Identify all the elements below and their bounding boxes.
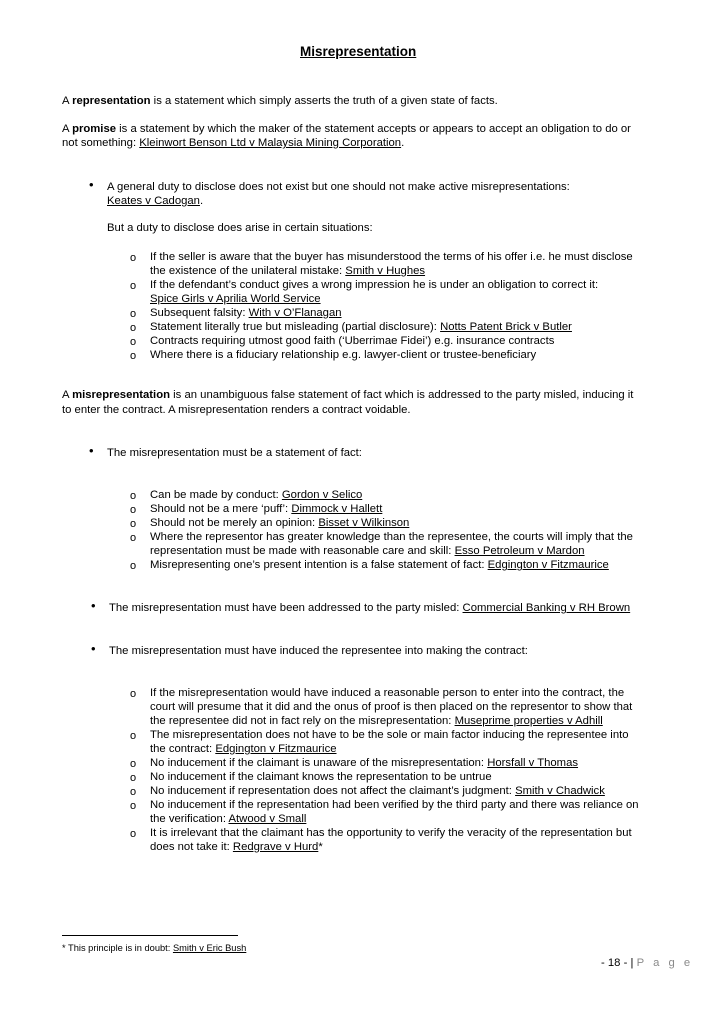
term: promise [72,123,117,135]
text: No inducement if the claimant is unaware of the misrepresentation: [150,757,488,769]
page-label: P a g e [636,957,694,969]
case-link[interactable]: Horsfall v Thomas [487,757,579,769]
text: not something: [62,137,140,149]
page-number [601,956,693,970]
footnote-divider [62,935,238,936]
list-item [150,558,609,572]
text: . [401,137,405,149]
text: the representee did not in fact rely on the misrepresentation: [150,715,455,727]
list-item-line2 [150,264,425,278]
circle-bullet-icon: o [130,350,137,362]
circle-bullet-icon: o [130,730,137,742]
list-item-line2 [150,812,306,826]
case-link[interactable]: Notts Patent Brick v Butler [440,321,572,333]
list-item-line3 [150,714,603,728]
case-link[interactable]: Edgington v Fitzmaurice [487,559,609,571]
representation-definition [62,94,498,108]
list-item [150,488,362,502]
bullet-icon: • [91,641,96,656]
text: . [199,195,204,207]
circle-bullet-icon: o [130,772,137,784]
circle-bullet-icon: o [130,504,137,516]
text: the contract: [150,743,216,755]
case-link[interactable]: Edgington v Fitzmaurice [215,743,337,755]
footnote [62,941,246,955]
text: Misrepresenting one’s present intention is a false statement of fact: [150,559,488,571]
text: A [62,95,73,107]
case-link[interactable]: Atwood v Small [228,813,307,825]
list-item: It is irrelevant that the claimant has the opportunity to verify the veracity of the representation but [150,827,632,839]
bullet-icon: • [89,443,94,458]
circle-bullet-icon: o [130,280,137,292]
text: representation must be made with reasonable care and skill: [150,545,455,557]
case-link[interactable]: Gordon v Selico [281,489,363,501]
text: Subsequent falsity: [150,307,249,319]
list-item: If the misrepresentation would have induced a reasonable person to enter into the contract, the [150,687,625,699]
circle-bullet-icon: o [130,322,137,334]
list-item: If the defendant’s conduct gives a wrong impression he is under an obligation to correct it: [150,279,599,291]
list-item-line2 [150,544,585,558]
circle-bullet-icon: o [130,252,137,264]
text: is an unambiguous false statement of fact which is addressed to the party misled, inducing it [170,389,634,401]
term: misrepresentation [72,389,171,401]
text: A [62,123,73,135]
list-item [150,306,342,320]
text: Can be made by conduct: [150,489,282,501]
list-item [150,516,409,530]
text: the verification: [150,813,229,825]
circle-bullet-icon: o [130,688,137,700]
circle-bullet-icon: o [130,560,137,572]
bullet-text [109,601,630,615]
list-item: Where the representor has greater knowledge than the representee, the courts will imply that the [150,531,633,543]
case-link[interactable]: Commercial Banking v RH Brown [462,602,631,614]
case-link[interactable]: Smith v Hughes [345,265,426,277]
misrepresentation-definition [62,388,633,402]
list-item-line2 [150,742,337,756]
text: * This principle is in doubt: [62,943,173,953]
circle-bullet-icon: o [130,532,137,544]
case-link[interactable]: With v O’Flanagan [248,307,342,319]
list-item: Contracts requiring utmost good faith (‘Uberrimae Fidei’) e.g. insurance contracts [150,335,555,347]
circle-bullet-icon: o [130,336,137,348]
text: * [318,841,323,853]
circle-bullet-icon: o [130,786,137,798]
list-item-line2 [150,292,321,306]
bullet-text: A general duty to disclose does not exist but one should not make active misrepresentations: [107,181,570,193]
list-item: The misrepresentation does not have to be the sole or main factor inducing the representee into [150,729,629,741]
bullet-case-line [107,194,203,208]
circle-bullet-icon: o [130,800,137,812]
circle-bullet-icon: o [130,490,137,502]
list-item: No inducement if the claimant knows the representation to be untrue [150,771,492,783]
case-link[interactable]: Smith v Eric Bush [172,943,247,953]
list-item: Where there is a fiduciary relationship e.g. lawyer-client or trustee-beneficiary [150,349,537,361]
list-item: If the seller is aware that the buyer has misunderstood the terms of his offer i.e. he must disclose [150,251,633,263]
promise-definition-line2 [62,136,404,150]
list-item-line2 [150,840,323,854]
text: Should not be merely an opinion: [150,517,319,529]
list-item [150,502,382,516]
text: No inducement if representation does not affect the claimant’s judgment: [150,785,516,797]
text: is a statement which simply asserts the truth of a given state of facts. [150,95,498,107]
list-item [150,784,605,798]
text: the existence of the unilateral mistake: [150,265,346,277]
text: A [62,389,73,401]
misrepresentation-definition-line2: to enter the contract. A misrepresentation renders a contract voidable. [62,404,411,416]
bullet-text: The misrepresentation must be a statement of fact: [107,447,362,459]
circle-bullet-icon: o [130,828,137,840]
list-item: No inducement if the representation had been verified by the third party and there was reliance on [150,799,639,811]
bullet-text: The misrepresentation must have induced the representee into making the contract: [109,645,528,657]
circle-bullet-icon: o [130,758,137,770]
case-link[interactable]: Spice Girls v Aprilia World Service [150,293,321,305]
term: representation [72,95,151,107]
case-link[interactable]: Dimmock v Hallett [291,503,383,515]
list-item [150,756,578,770]
promise-definition [62,122,631,136]
text: does not take it: [150,841,233,853]
bullet-subtext: But a duty to disclose does arise in certain situations: [107,222,373,234]
circle-bullet-icon: o [130,518,137,530]
case-link[interactable]: Museprime properties v Adhill [454,715,603,727]
case-link[interactable]: Redgrave v Hurd [232,841,319,853]
bullet-icon: • [91,598,96,613]
case-link[interactable]: Keates v Cadogan [107,195,200,207]
list-item [150,320,572,334]
text: Should not be a mere ‘puff’: [150,503,292,515]
case-link[interactable]: Smith v Chadwick [515,785,605,797]
page-num: - 18 - | [601,957,634,969]
text: Statement literally true but misleading (partial disclosure): [150,321,441,333]
circle-bullet-icon: o [130,308,137,320]
bullet-icon: • [89,177,94,192]
text: The misrepresentation must have been addressed to the party misled: [109,602,463,614]
list-item-line2: court will presume that it did and the onus of proof is then placed on the representor to show that [150,701,633,713]
page-title: Misrepresentation [300,44,417,59]
case-link[interactable]: Esso Petroleum v Mardon [454,545,585,557]
case-link[interactable]: Kleinwort Benson Ltd v Malaysia Mining Corporation [139,137,402,149]
text: is a statement by which the maker of the statement accepts or appears to accept an obligation to do or [116,123,631,135]
case-link[interactable]: Bisset v Wilkinson [318,517,410,529]
